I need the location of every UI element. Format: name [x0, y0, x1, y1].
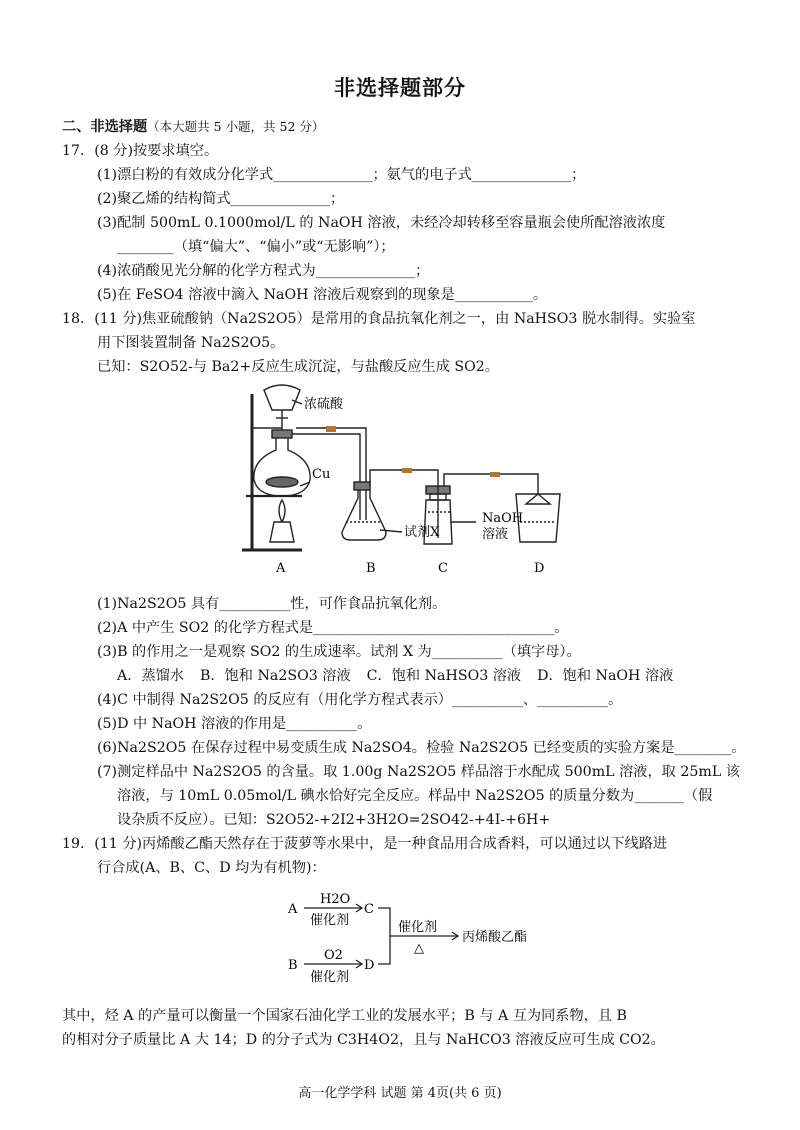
q18-item-5: (5)D 中 NaOH 溶液的作用是__________。	[97, 716, 372, 732]
label-naoh: NaOH	[482, 511, 524, 526]
q17-item-2: (2)聚乙烯的结构简式______________；	[97, 191, 345, 207]
section-header-note: （本大题共 5 小题，共 52 分）	[147, 119, 325, 134]
scheme-d: D	[364, 958, 375, 973]
q18-item-7-known: 设杂质不反应）。已知：S2O52-+2I2+3H2O=2SO42-+4I-+6H+	[117, 812, 551, 828]
q19-stem-cont: 行合成(A、B、C、D 均为有机物)：	[97, 860, 326, 876]
scheme-h2o: H2O	[320, 892, 351, 907]
q18-item-2: (2)A 中产生 SO2 的化学方程式是__________________________________。	[97, 620, 569, 636]
scheme-product: 丙烯酸乙酯	[462, 930, 528, 945]
scheme-a: A	[288, 902, 298, 917]
option-d: D．饱和 NaOH 溶液	[537, 668, 674, 684]
q18-stem-cont: 用下图装置制备 Na2S2O5。	[97, 335, 285, 351]
label-reagent-x: 试剂X	[404, 525, 440, 540]
q18-stem: 18．(11 分)焦亚硫酸钠（Na2S2O5）是常用的食品抗氧化剂之一，由 NaHSO3 脱水制得。实验室	[62, 311, 696, 327]
scheme-catalyst-2: 催化剂	[310, 970, 350, 985]
option-b: B．饱和 Na2SO3 溶液	[200, 668, 351, 684]
scheme-o2: O2	[324, 948, 343, 963]
q18-known: 已知：S2O52-与 Ba2+反应生成沉淀，与盐酸反应生成 SO2。	[97, 359, 499, 375]
label-c: C	[438, 561, 448, 576]
q18-item-7-cont: 溶液，与 10mL 0.05mol/L 碘水恰好完全反应。样品中 Na2S2O5 的质量分数为_______（假	[117, 788, 713, 804]
scheme-heat: △	[414, 941, 424, 956]
option-c: C．饱和 NaHSO3 溶液	[366, 668, 522, 684]
page-footer: 高一化学学科 试题 第 4页(共 6 页)	[298, 1086, 502, 1101]
section-header-title: 二、非选择题	[62, 119, 148, 135]
label-concentrated-acid: 浓硫酸	[304, 397, 344, 412]
q18-item-6: (6)Na2S2O5 在保存过程中易变质生成 Na2SO4。检验 Na2S2O5 已经变质的实验方案是________。	[97, 740, 746, 756]
label-a: A	[276, 561, 286, 576]
label-copper: Cu	[312, 467, 331, 482]
q17-stem: 17．(8 分)按要求填空。	[62, 143, 219, 159]
q18-item-1: (1)Na2S2O5 具有__________性，可作食品抗氧化剂。	[97, 596, 447, 612]
q19-stem: 19．(11 分)丙烯酸乙酯天然存在于菠萝等水果中，是一种食品用合成香料，可以通过以下线路进	[62, 836, 668, 852]
q19-info-cont: 的相对分子质量比 A 大 14；D 的分子式为 C3H4O2，且与 NaHCO3 溶液反应可生成 CO2。	[62, 1032, 665, 1048]
section-header	[62, 117, 324, 137]
q17-item-3-cont: ________（填“偏大”、“偏小”或“无影响”）；	[117, 239, 395, 255]
q18-item-4: (4)C 中制得 Na2S2O5 的反应有（用化学方程式表示）__________、__________。	[97, 692, 623, 708]
section-title: 非选择题部分	[334, 75, 466, 100]
q17-item-5: (5)在 FeSO4 溶液中滴入 NaOH 溶液后观察到的现象是___________。	[97, 287, 548, 303]
q17-item-3: (3)配制 500mL 0.1000mol/L 的 NaOH 溶液，未经冷却转移至容量瓶会使所配溶液浓度	[97, 215, 666, 231]
scheme-catalyst-3: 催化剂	[398, 920, 438, 935]
scheme-c: C	[364, 902, 374, 917]
q17-item-4: (4)浓硝酸见光分解的化学方程式为______________；	[97, 263, 430, 279]
label-d: D	[534, 561, 545, 576]
q18-item-7: (7)测定样品中 Na2S2O5 的含量。取 1.00g Na2S2O5 样品溶于水配成 500mL 溶液，取 25mL 该	[97, 764, 740, 780]
q19-info: 其中，烃 A 的产量可以衡量一个国家石油化学工业的发展水平；B 与 A 互为同系物，且 B	[62, 1008, 627, 1024]
scheme-b: B	[288, 958, 298, 973]
scheme-catalyst-1: 催化剂	[310, 913, 350, 928]
synthesis-scheme	[286, 886, 566, 986]
q18-options	[117, 666, 689, 686]
option-a: A．蒸馏水	[117, 668, 184, 684]
label-b: B	[366, 561, 376, 576]
apparatus-diagram	[230, 382, 570, 582]
label-solution: 溶液	[482, 527, 509, 542]
q17-item-1: (1)漂白粉的有效成分化学式______________；氨气的电子式______________；	[97, 167, 586, 183]
q18-item-3: (3)B 的作用之一是观察 SO2 的生成速率。试剂 X 为__________（填字母）。	[97, 644, 581, 660]
